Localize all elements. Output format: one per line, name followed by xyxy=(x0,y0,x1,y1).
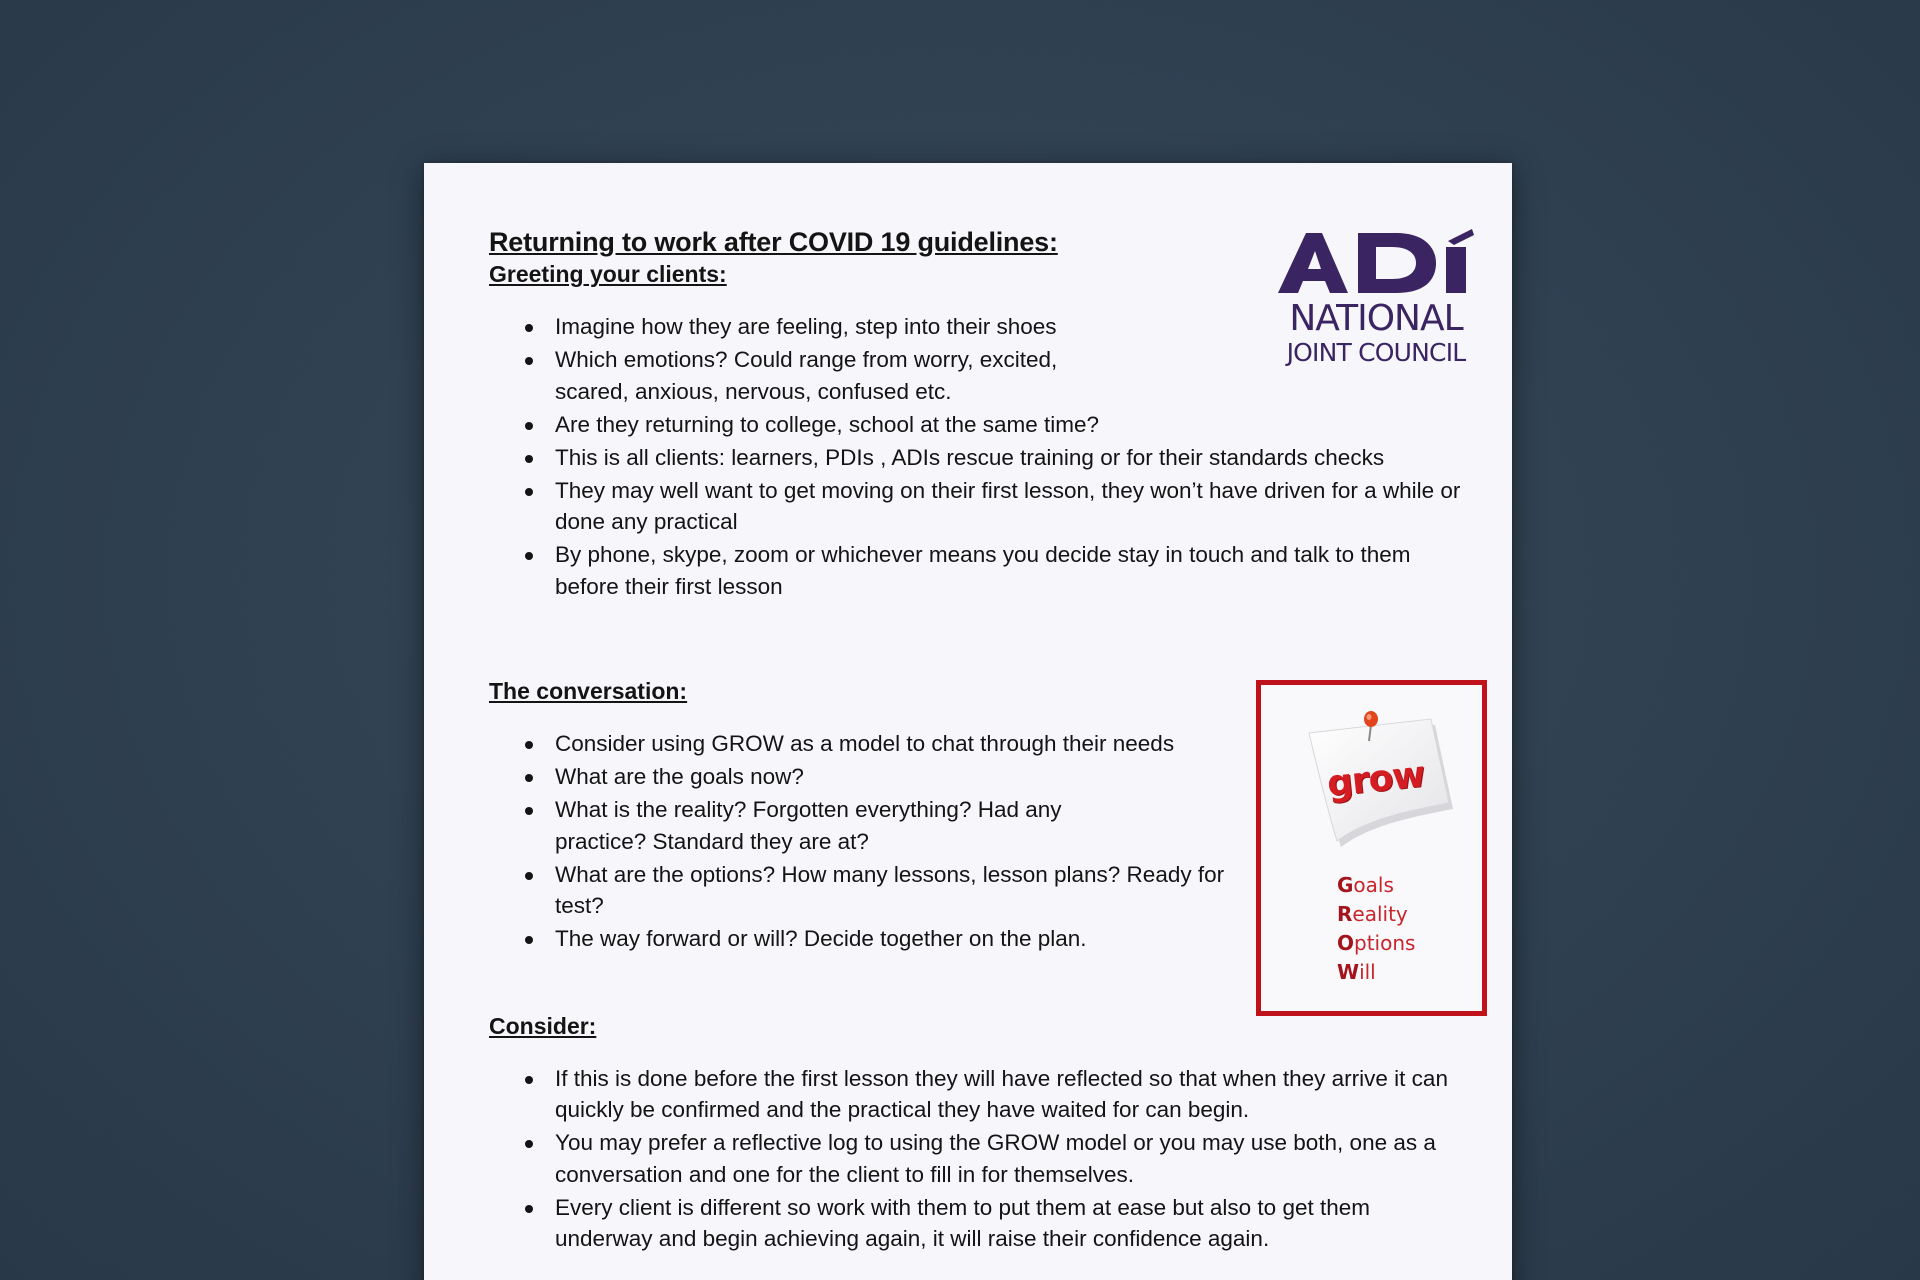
list-item: If this is done before the first lesson they will have reflected so that when they arrive it can quickly be confirmed and the practical they have waited for can begin. xyxy=(489,1063,1455,1126)
list-item: By phone, skype, zoom or whichever means you decide stay in touch and talk to them before their first lesson xyxy=(489,539,1435,602)
grow-model-box xyxy=(1256,680,1487,1016)
adi-logo xyxy=(1276,229,1476,369)
logo-text-national: NATIONAL xyxy=(1289,298,1463,339)
grow-item-will: Will xyxy=(1337,960,1376,984)
bullet-list xyxy=(489,1063,1469,1255)
section-consider xyxy=(489,1011,1469,1255)
list-item: What is the reality? Forgotten everything? Had any practice? Standard they are at? xyxy=(489,794,1155,857)
list-item: What are the options? How many lessons, lesson plans? Ready for test? xyxy=(489,859,1235,922)
section-heading: The conversation: xyxy=(489,678,688,704)
document-title: Returning to work after COVID 19 guidelines: xyxy=(489,227,1058,257)
adi-logo-mark xyxy=(1276,229,1476,297)
logo-text-joint-council: JOINT COUNCIL xyxy=(1286,338,1466,367)
section-heading: Greeting your clients: xyxy=(489,261,727,287)
grow-title: grow xyxy=(1325,754,1427,805)
grow-acronym-list xyxy=(1337,871,1415,987)
list-item: They may well want to get moving on their first lesson, they won’t have driven for a while or done any practical xyxy=(489,475,1465,538)
grow-item-goals: Goals xyxy=(1337,873,1394,897)
section-heading: Consider: xyxy=(489,1012,597,1039)
grow-item-reality: Reality xyxy=(1337,902,1408,926)
list-item: Consider using GROW as a model to chat through their needs xyxy=(489,728,1469,760)
list-item: Every client is different so work with them to put them at ease but also to get them underway and begin achieving again, it will raise their confidence again. xyxy=(489,1192,1455,1255)
list-item: This is all clients: learners, PDIs , ADIs rescue training or for their standards checks xyxy=(489,442,1495,474)
list-item: What are the goals now? xyxy=(489,761,1469,793)
list-item: You may prefer a reflective log to using the GROW model or you may use both, one as a conversation and one for the client to fill in for themselves. xyxy=(489,1127,1455,1190)
document-page xyxy=(424,163,1512,1280)
list-item: The way forward or will? Decide together on the plan. xyxy=(489,923,1469,955)
list-item: Imagine how they are feeling, step into their shoes xyxy=(489,311,1469,343)
grow-item-options: Options xyxy=(1337,931,1416,955)
pushpin-icon xyxy=(1361,709,1381,743)
list-item: Are they returning to college, school at the same time? xyxy=(489,409,1469,441)
list-item: Which emotions? Could range from worry, excited, scared, anxious, nervous, confused etc. xyxy=(489,344,1135,407)
